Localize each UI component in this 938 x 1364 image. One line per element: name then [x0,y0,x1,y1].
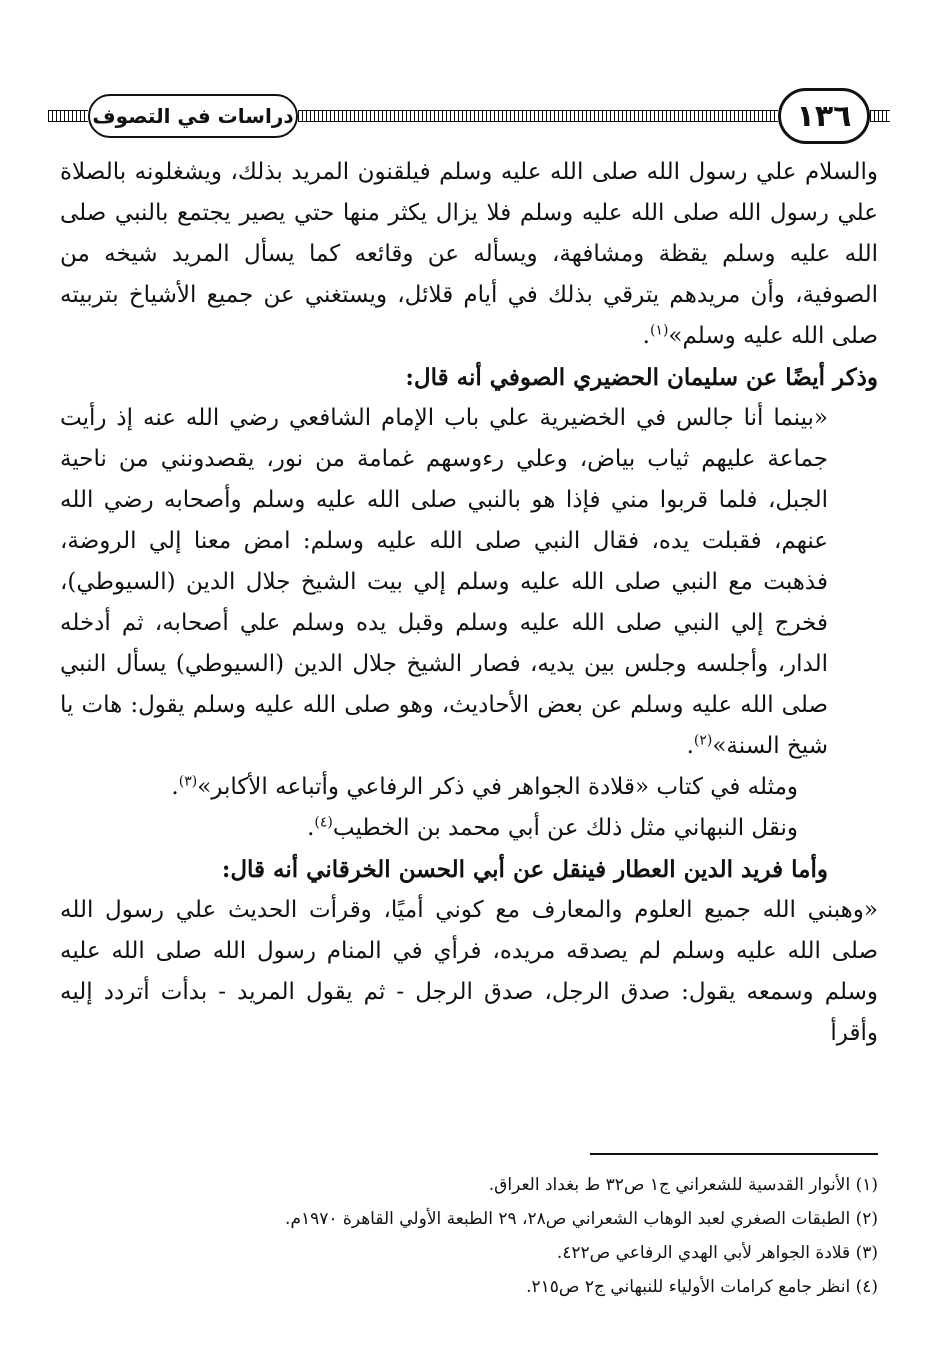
paragraph-end: . [171,774,179,800]
paragraph-3-quote [60,398,878,767]
footnote-3: (٣) قلادة الجواهر لأبي الهدي الرفاعي ص٤٢٢. [556,1243,878,1263]
paragraph-5 [60,808,878,849]
header-ornament-middle [298,110,778,122]
footnote-separator [590,1153,878,1155]
footnote-4: (٤) انظر جامع كرامات الأولياء للنبهاني ج٢ ص٢١٥. [526,1277,878,1297]
paragraph-text: «وهبني الله جميع العلوم والمعارف مع كوني أميًا، وقرأت الحديث علي رسول الله صلى الله عليه وسلم لم يصدقه مريده، فرأي في المنام رسول الله صلى الله عليه وسلم وسمعه يقول: صدق الرجل، صدق الرجل - ثم يقول المريد - بدأت أتردد إليه وأقرأ [60,897,878,1046]
paragraph-text: وذكر أيضًا عن سليمان الحضيري الصوفي أنه قال: [405,364,878,391]
footnote-1: (١) الأنوار القدسية للشعراني ج١ ص٣٢ ط بغداد العراق. [488,1175,878,1195]
paragraph-end: . [307,815,315,841]
paragraph-2-heading [60,357,878,398]
footnote-ref-4: (٤) [314,814,333,831]
main-text [60,152,878,1054]
paragraph-text: وأما فريد الدين العطار فينقل عن أبي الحسن الخرقاني أنه قال: [221,856,828,883]
paragraph-end: . [642,323,650,349]
page-number: ١٣٦ [778,88,870,144]
paragraph-1 [60,152,878,357]
footnotes [60,1168,878,1304]
paragraph-text: ومثله في كتاب «قلادة الجواهر في ذكر الرفاعي وأتباعه الأكابر» [197,774,798,800]
paragraph-end: . [686,733,694,759]
paragraph-4 [60,767,878,808]
header-ornament-right [870,110,890,122]
footnote-ref-3: (٣) [178,773,198,790]
paragraph-text: ونقل النبهاني مثل ذلك عن أبي محمد بن الخطيب [332,815,798,841]
page-header [48,88,890,144]
footnote-ref-2: (٢) [693,732,713,749]
paragraph-6-heading [60,849,878,890]
header-ornament-left [48,110,88,122]
footnote-2: (٢) الطبقات الصغري لعبد الوهاب الشعراني ص٢٨، ٢٩ الطبعة الأولي القاهرة ١٩٧٠م. [285,1209,878,1229]
paragraph-text: «بينما أنا جالس في الخضيرية علي باب الإمام الشافعي رضي الله عنه إذ رأيت جماعة عليهم ثياب بياض، وعلي رءوسهم غمامة من نور، يقصدونني من ناحية الجبل، فلما قربوا مني فإذا هو بالنبي صلى الله عليه وسلم وأصحابه رضي الله عنهم، فقبلت يده، فقال النبي صلى الله عليه وسلم: امض معنا إلي الروضة، فذهبت مع النبي صلى الله عليه وسلم إلي بيت الشيخ جلال الدين (السيوطي)، فخرج إلي النبي صلى الله عليه وسلم وقبل يده وسلم علي أصحابه، ثم أدخله الدار، وأجلسه وجلس بين يديه، فصار الشيخ جلال الدين (السيوطي) يسأل النبي صلى الله عليه وسلم عن بعض الأحاديث، وهو صلى الله عليه وسلم يقول: هات يا شيخ السنة» [60,405,828,759]
running-title: دراسات في التصوف [88,94,298,138]
paragraph-7-quote [60,890,878,1054]
footnote-ref-1: (١) [649,322,669,339]
paragraph-text: والسلام علي رسول الله صلى الله عليه وسلم فيلقنون المريد بذلك، ويشغلونه بالصلاة علي رسول الله صلى الله عليه وسلم فلا يزال يكثر منها حتي يصير يجتمع بالنبي صلى الله عليه وسلم يقظة ومشافهة، ويسأله عن وقائعه كما يسأل المريد شيخه من الصوفية، وأن مريدهم يترقي بذلك في أيام قلائل، ويستغني عن جميع الأشياخ بتربيته صلى الله عليه وسلم» [60,159,878,349]
